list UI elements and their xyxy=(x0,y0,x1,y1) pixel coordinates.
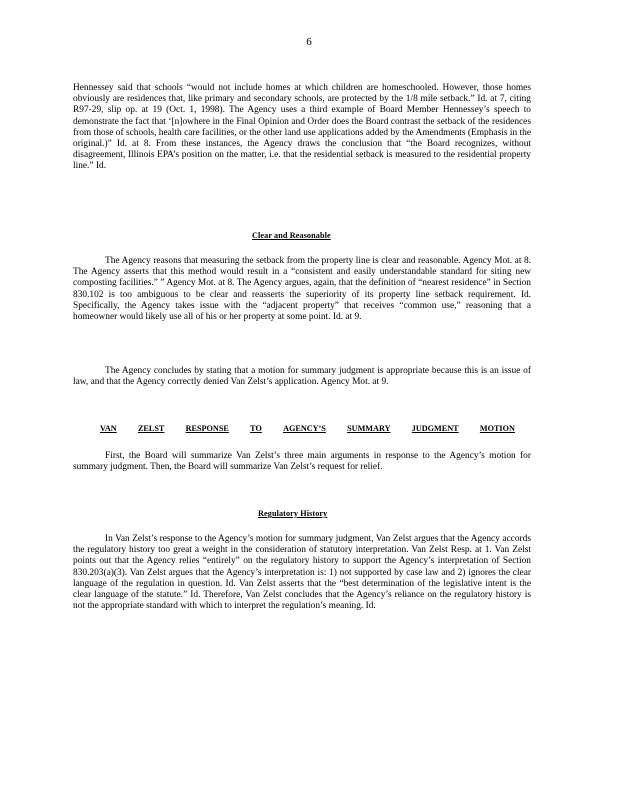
heading-word: ZELST xyxy=(137,424,165,433)
paragraph-van-zelst-response: In Van Zelst’s response to the Agency’s motion for summary judgment, Van Zelst argues that the Agency accords the regulatory history too great a weight in the consideration of statutory interpretation. Van Zelst Resp. at 1. Van Zelst points out that the Agency relies “entirely” on the regulatory history to support the Agency’s interpretation of Section 830.203(a)(3). Van Zelst argues that the Agency’s interpretation is: 1) not supported by case law and 2) ignores the clear language of the regulation in question. Id. Van Zelst asserts that the “best determination of the legislative intent is the clear language of the statute.” Id. Therefore, Van Zelst concludes that the Agency’s reliance on the regulatory history is not the appropriate standard with which to interpret the regulation’s meaning. Id. xyxy=(73,534,531,612)
page-number: 6 xyxy=(306,36,312,48)
paragraph-hennessey: Hennessey said that schools “would not include homes at which children are homeschooled. However, those homes obviously are residences that, like primary and secondary schools, are protected by the 1/8 mile setback.” Id. at 7, citing R97-29, slip op. at 19 (Oct. 1, 1998). The Agency uses a third example of Board Member Hennessey’s speech to demonstrate the fact that ‘[n]owhere in the Final Opinion and Order does the Board contrast the setback of the residences from those of schools, health care facilities, or the other land use applications added by the Amendments (Emphasis in the original.)” Id. at 8. From these instances, the Agency draws the conclusion that “the Board recognizes, without disagreement, Illinois EPA’s position on the matter, i.e. that the residential setback is measured to the residential property line.” Id. xyxy=(73,83,531,172)
heading-word: MOTION xyxy=(479,424,515,433)
paragraph-agency-reasons: The Agency reasons that measuring the setback from the property line is clear and reasonable. Agency Mot. at 8. The Agency asserts that this method would result in a “consistent and easily understandable standard for siting new composting facilities.” ” Agency Mot. at 8. The Agency argues, again, that the definition of “nearest residence” in Section 830.102 is too ambiguous to be clear and reasserts the superiority of its property line setback requirement. Id. Specifically, the Agency takes issue with the “adjacent property” that receives “common use,” reasoning that a homeowner would likely use all of his or her property at some point. Id. at 9. xyxy=(73,256,531,323)
heading-word: JUDGMENT xyxy=(411,424,459,433)
heading-word: TO xyxy=(250,424,262,433)
heading-word: SUMMARY xyxy=(347,424,391,433)
heading-word: VAN xyxy=(100,424,117,433)
heading-regulatory-history: Regulatory History xyxy=(258,509,328,518)
heading-clear-and-reasonable: Clear and Reasonable xyxy=(252,231,331,240)
heading-word: AGENCY’S xyxy=(283,424,326,433)
heading-van-zelst-response xyxy=(100,424,515,433)
heading-word: RESPONSE xyxy=(185,424,229,433)
paragraph-agency-concludes: The Agency concludes by stating that a motion for summary judgment is appropriate because this is an issue of law, and that the Agency correctly denied Van Zelst’s application. Agency Mot. at 9. xyxy=(73,366,531,388)
paragraph-board-summarize: First, the Board will summarize Van Zelst’s three main arguments in response to the Agency’s motion for summary judgment. Then, the Board will summarize Van Zelst’s request for relief. xyxy=(73,451,531,473)
